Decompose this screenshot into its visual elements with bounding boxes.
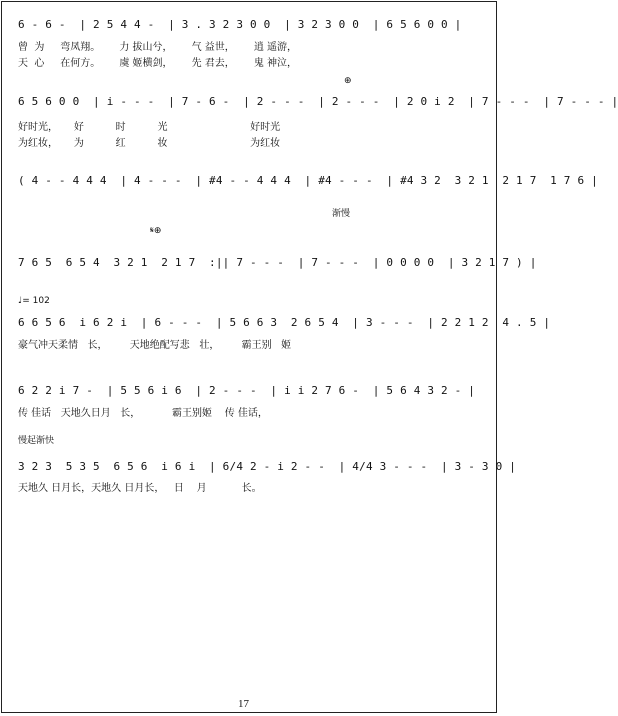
system-5-lyrics-1: 豪气冲天柔情 长， 天地绝配写悲 壮， 霸王别 姬 <box>18 340 292 351</box>
system-7-notes: 3 2 3 5 3 5 6 5 6 i 6 i | 6/4 2 - i 2 - - | 4/4 3 - - - | 3 - 3 0 | <box>18 460 517 473</box>
system-1-lyrics-1: 曾 为 弯凤翔。 力 拔山兮， 气 益世， 逍 遥游， <box>18 42 298 53</box>
system-4-notes: 7 6 5 6 5 4 3 2 1 2 1 7 :|| 7 - - - | 7 - - - | 0 0 0 0 | 3 2 1 7 ) | <box>18 256 537 269</box>
system-1-lyrics-2: 天 心 在何方。 虞 姬横剑， 先 君去， 鬼 神泣， <box>18 58 298 69</box>
system-2-lyrics-1: 好时光， 好 时 光 好时光 <box>18 122 281 133</box>
system-6-notes: 6 2 2 i 7 - | 5 5 6 i 6 | 2 - - - | i i 2 7 6 - | 5 6 4 3 2 - | <box>18 384 476 397</box>
tempo-fast-mark: 慢起渐快 <box>18 436 55 446</box>
system-2-notes: 6 5 6 0 0 | i - - - | 7 - 6 - | 2 - - - | 2 - - - | 2 0 i 2 | 7 - - - | 7 - - - | <box>18 95 618 108</box>
tempo-slow-mark: 渐慢 <box>332 209 351 219</box>
system-2-lyrics-2: 为红妆， 为 红 妆 为红妆 <box>18 138 281 149</box>
system-6-lyrics-1: 传 佳话 天地久日月 长， 霸王别姬 传 佳话， <box>18 408 268 419</box>
coda-mark: ⊕ <box>344 76 352 86</box>
system-7-lyrics-1: 天地久 日月长，天地久 日月长， 日 月 长。 <box>18 483 262 494</box>
system-3-notes: ( 4 - - 4 4 4 | 4 - - - | #4 - - 4 4 4 | #4 - - - | #4 3 2 3 2 1 2 1 7 1 7 6 | <box>18 174 598 187</box>
segno-mark: 𝄋⊕ <box>150 226 162 236</box>
page-number: 17 <box>238 698 249 710</box>
tempo-mark: ♩= 102 <box>18 296 50 306</box>
system-1-notes: 6 - 6 - | 2 5 4 4 - | 3 . 3 2 3 0 0 | 3 2 3 0 0 | 6 5 6 0 0 | <box>18 18 462 31</box>
system-5-notes: 6 6 5 6 i 6 2 i | 6 - - - | 5 6 6 3 2 6 5 4 | 3 - - - | 2 2 1 2 4 . 5 | <box>18 316 551 329</box>
